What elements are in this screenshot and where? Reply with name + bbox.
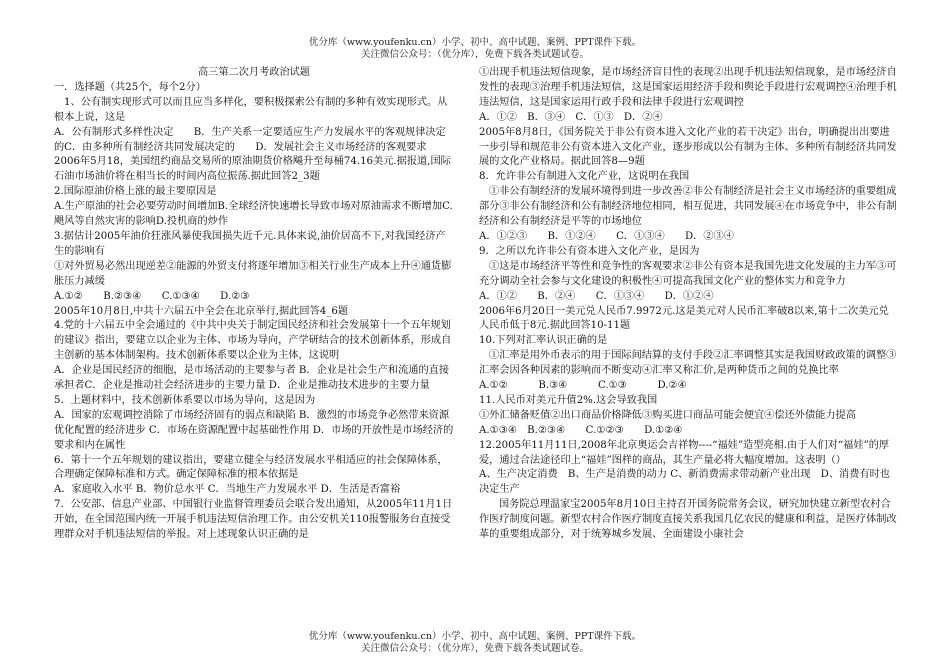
- question-4: 4.党的十六届五中全会通过的《中共中央关于制定国民经济和社会发展第十一个五年规划的建议》指出，要建立以企业为主体、市场为导向，产学研结合的技术创新体系，形成自主创新的基本体制架构。技术创新体系要以企业为主体，这说明: [54, 320, 452, 362]
- material-culture-industry: 2005年8月8日，《国务院关于非公有资本进入文化产业的若干决定》出台，明确提出出要进一步引导和规范非公有资本进入文化产业，逐步形成以公有制为主体、多种所有制经济共同发展的文化产业格局。据此回答8—9题: [479, 126, 897, 168]
- question-7-statements: ①出现手机违法短信现象，是市场经济盲目性的表现②出现手机违法短信现象，是市场经济自发性的表现③治理手机违法短信，这是国家运用经济手段和舆论手段进行宏观调控④治理手机违法短信，这是国家运用行政手段和法律手段进行宏观调控: [479, 67, 897, 108]
- footer-line-2: 关注微信公众号：（优分库），免费下载各类试题试卷。: [360, 643, 589, 654]
- footer-banner: [0, 631, 950, 655]
- section-heading: 一．选择题（共25个，每个2分）: [54, 81, 206, 93]
- material-oil-price: 2006年5月18，美国纽约商品交易所的原油期货价格飚升至每桶74.16美元.据报道,国际石油市场油价将在相当长的时间内高位振荡.据此回答2_3题: [54, 156, 451, 183]
- question-12: 12.2005年11月11日,2008年北京奥运会吉祥物----“福娃”造型亮相.由于人们对“福娃”的厚爱，通过合法途径印上“福娃”图样的商品，其生产量必将大幅度增加。这表明（）: [479, 439, 890, 466]
- question-1: 1、公有制实现形式可以而且应当多样化，要积极探索公有制的多种有效实现形式。从根本上说，这是: [54, 96, 448, 123]
- question-5: 5．上题材料中，技术创新体系要以市场为导向，这是因为: [54, 394, 316, 406]
- question-10-options: A.①② B.③④ C.①③ D.②④: [479, 380, 687, 392]
- question-8: 8．允许非公有制进入文化产业，这说明在我国: [479, 171, 690, 183]
- footer-line-1: 优分库（www.youfenku.cn）小学、初中、高中试题、案例、PPT课件下载。: [308, 631, 642, 642]
- right-column: [479, 66, 897, 626]
- question-10-statements: ①汇率是用外币表示的用于国际间结算的支付手段②汇率调整其实是我国财政政策的调整③汇率会因各种因素的影响而不断变动④汇率又称汇价,是两种货币之间的兑换比率: [479, 350, 897, 377]
- question-2: 2.国际原油价格上涨的最主要原因是: [54, 186, 217, 198]
- question-2-options: A.生产原油的社会必要劳动时间增加B.全球经济快速增长导致市场对原油需求不断增加C.飓风等自然灾害的影响D.投机商的炒作: [54, 201, 453, 228]
- question-4-options: A．企业是国民经济的细胞，是市场活动的主要参与者 B．企业是社会生产和流通的直接承担者C．企业是推动社会经济进步的主要力量 D．企业是推动技术进步的主要力量: [54, 365, 450, 392]
- question-9-options: A．①② B．②④ C．①③④ D．①②④: [479, 290, 714, 302]
- question-12-options: A、生产决定消费 B、生产是消费的动力 C、新消费需求带动新产业出现 D、消费有时也决定生产: [479, 469, 890, 496]
- question-11-statements: ①外汇储备贬值②出口商品价格降低③购买进口商品可能会便宜④偿还外债能力提高: [479, 409, 856, 421]
- question-8-statements: ①非公有制经济的发展环境得到进一步改善②非公有制经济是社会主义市场经济的重要组成部分③非公有制经济和公有制经济地位相同，相互促进，共同发展④在市场竞争中，非公有制经济和公有制经济是平等的市场地位: [479, 186, 897, 228]
- question-7: 7．公安部、信息产业部、中国银行业监督管理委员会联合发出通知，从2005年11月1日开始，在全国范围内统一开展手机违法短信治理工作。由公安机关110报警服务台直接受理群众对手机违法短信的举报。对上述现象认识正确的是: [54, 499, 453, 541]
- question-6-options: A．家庭收入水平 B．物价总水平 C．当地生产力发展水平 D．生活是否富裕: [54, 484, 401, 496]
- question-8-options: A．①②③ B．①②④ C．①③④ D．②③④: [479, 230, 734, 242]
- question-3-statements: ①对外贸易必然出现逆差②能源的外贸支付将逐年增加③相关行业生产成本上升④通货膨胀压力减缓: [54, 260, 452, 287]
- material-exchange-rate: 2006年6月20日一美元兑人民币7.9972元.这是美元对人民币汇率破8以来,第十二次美元兑人民币低于8元.据此回答10-11题: [479, 305, 889, 332]
- question-6: 6．第十一个五年规划的建议指出，要建立健全与经济发展水平相适应的社会保障体系，合理确定保障标准和方式。确定保障标准的根本依据是: [54, 454, 448, 481]
- question-11-options: A.①③④ B.②③④ C.①②③ D.①②④: [479, 424, 683, 436]
- material-rural-medical: 国务院总理温家宝2005年8月10日主持召开国务院常务会议，研究加快建立新型农村合作医疗制度问题。新型农村合作医疗制度直接关系我国几亿农民的健康和利益，是医疗体制改革的重要组成部分，对于统筹城乡发展、全面建设小康社会: [479, 499, 897, 541]
- left-column: [54, 66, 454, 626]
- question-3-options: A.①② B.②③④ C.①③④ D.②③: [54, 290, 250, 302]
- material-plenum: 2005年10月8日,中共十六届五中全会在北京举行,据此回答4_6题: [54, 305, 349, 317]
- header-line-1: 优分库（www.youfenku.cn）小学、初中、高中试题、案例、PPT课件下载。: [308, 37, 642, 48]
- question-9: 9．之所以允许非公有资本进入文化产业，是因为: [479, 245, 700, 257]
- exam-title: 高三第二次月考政治试题: [197, 67, 311, 78]
- question-5-options: A．国家的宏观调控消除了市场经济固有的弱点和缺陷 B．激烈的市场竞争必然带来资源优化配置的经济进步 C．市场在资源配置中起基础性作用 D．市场的开放性是市场经济的要求和内在属性: [54, 409, 454, 451]
- header-line-2: 关注微信公众号：（优分库），免费下载各类试题试卷。: [360, 49, 589, 60]
- question-11: 11.人民币对美元升值2%.这会导致我国: [479, 394, 658, 406]
- question-7-options: A．①② B．③④ C．①③ D．②④: [479, 111, 663, 123]
- question-10: 10.下列对汇率认识正确的是: [479, 335, 608, 347]
- header-banner: [0, 37, 950, 61]
- question-9-statements: ①这是市场经济平等性和竞争性的客观要求②非公有资本是我国先进文化发展的主力军③可充分调动全社会参与文化建设的积极性④可提高我国文化产业的整体实力和竞争力: [479, 260, 897, 287]
- question-3: 3.据估计2005年油价狂涨风暴使我国损失近千元.具体来说,油价居高不下,对我国经济产生的影响有: [54, 230, 446, 257]
- question-1-options: A．公有制形式多样性决定 B．生产关系一定要适应生产力发展水平的客观规律决定的C．由多种所有制经济共同发展决定的 D．发展社会主义市场经济的客观要求: [54, 126, 446, 153]
